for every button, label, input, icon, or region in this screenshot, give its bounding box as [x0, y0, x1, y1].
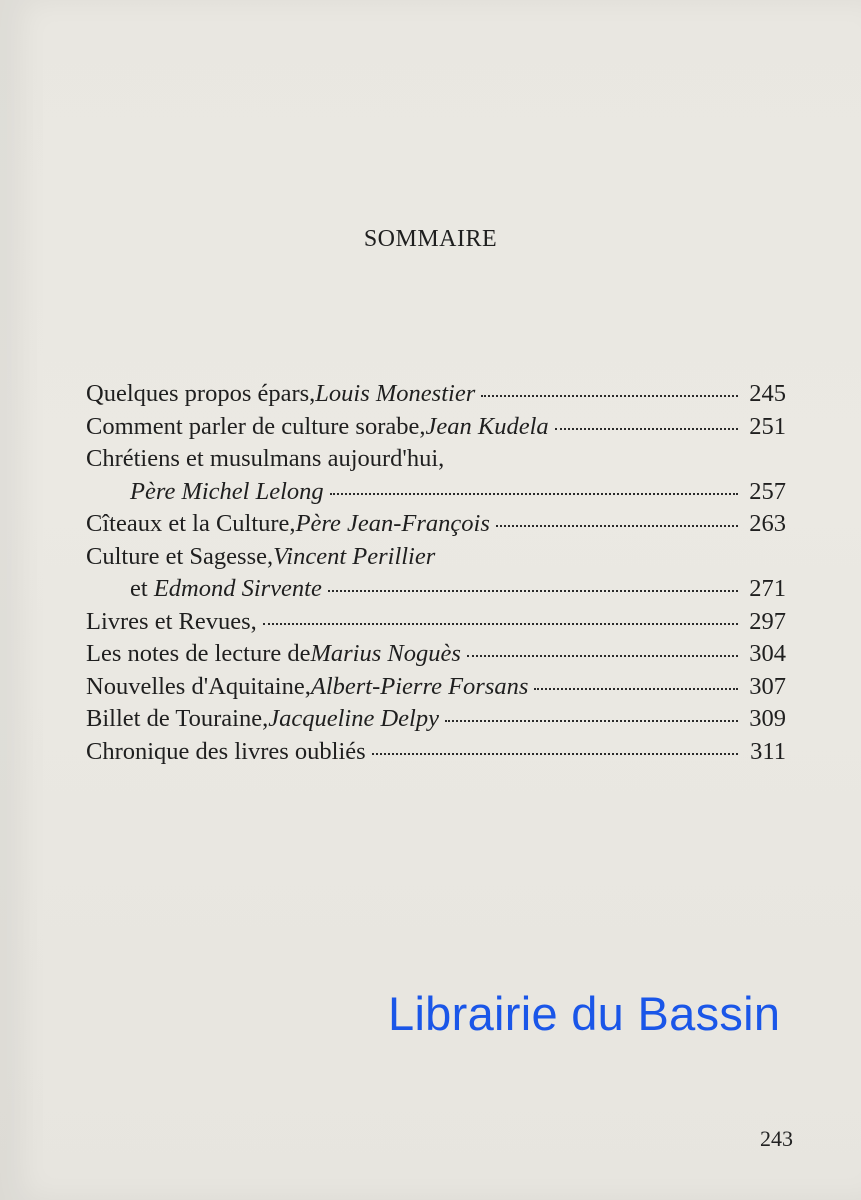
- toc-entry-author: Père Jean-François: [295, 510, 490, 537]
- dot-leader: [330, 493, 738, 495]
- toc-entry-page: 309: [749, 705, 786, 732]
- toc-entry-page: 263: [749, 510, 786, 537]
- toc-entry-title: Chrétiens et musulmans aujourd'hui,: [86, 445, 445, 472]
- toc-entry: [86, 411, 786, 444]
- toc-entry-page: 307: [749, 672, 786, 700]
- toc-entry: [86, 736, 786, 769]
- toc-entry: [86, 638, 786, 671]
- toc-entry: [86, 508, 786, 541]
- toc-entry-author: Jacqueline Delpy: [268, 705, 439, 732]
- toc-entry-author: Vincent Perillier: [273, 542, 436, 570]
- toc-entry-author: Edmond Sirvente: [153, 575, 322, 602]
- page-title: SOMMAIRE: [363, 226, 498, 252]
- toc-entry-author: Jean Kudela: [425, 412, 549, 440]
- toc-entry: [86, 378, 786, 411]
- toc-entry: [86, 703, 786, 736]
- toc-entry: [86, 476, 786, 509]
- dot-leader: [445, 720, 738, 722]
- toc-entry-page: 297: [749, 607, 786, 635]
- toc-entry-title: et: [130, 575, 148, 602]
- toc-entry-title: Culture et Sagesse,: [86, 542, 274, 570]
- toc-entry-page: 251: [749, 412, 786, 440]
- toc-entry-page: 271: [749, 575, 786, 602]
- dot-leader: [263, 623, 738, 625]
- toc-entry-page: 311: [750, 737, 786, 765]
- toc-entry-title: Chronique des livres oubliés: [86, 737, 366, 765]
- toc-entry-page: 304: [749, 640, 786, 667]
- toc-entry-title: Cîteaux et la Culture,: [86, 510, 296, 537]
- toc-entry: [86, 573, 786, 606]
- toc-entry-author: Père Michel Lelong: [130, 477, 324, 505]
- toc-entry: [86, 541, 786, 574]
- watermark-text: Librairie du Bassin: [388, 987, 781, 1040]
- toc-entry-title: Billet de Touraine,: [86, 705, 269, 732]
- toc-entry: [86, 443, 786, 476]
- dot-leader: [372, 753, 738, 755]
- toc-entry-title: Livres et Revues,: [86, 607, 257, 635]
- dot-leader: [328, 590, 738, 592]
- page-number: 243: [760, 1126, 793, 1151]
- table-of-contents: [86, 378, 786, 768]
- toc-entry-author: Louis Monestier: [315, 380, 476, 407]
- toc-entry: [86, 671, 786, 704]
- toc-entry-title: Les notes de lecture de: [86, 640, 311, 667]
- dot-leader: [555, 428, 738, 430]
- toc-entry-page: 257: [749, 477, 786, 505]
- dot-leader: [534, 688, 738, 690]
- toc-entry: [86, 606, 786, 639]
- toc-entry-author: Albert-Pierre Forsans: [310, 672, 529, 700]
- toc-entry-title: Comment parler de culture sorabe,: [86, 412, 426, 440]
- toc-entry-title: Nouvelles d'Aquitaine,: [86, 672, 311, 700]
- dot-leader: [467, 655, 738, 657]
- toc-entry-page: 245: [749, 380, 786, 407]
- toc-entry-author: Marius Noguès: [310, 640, 461, 667]
- toc-entry-title: Quelques propos épars,: [86, 380, 316, 407]
- dot-leader: [496, 525, 738, 527]
- dot-leader: [481, 395, 738, 397]
